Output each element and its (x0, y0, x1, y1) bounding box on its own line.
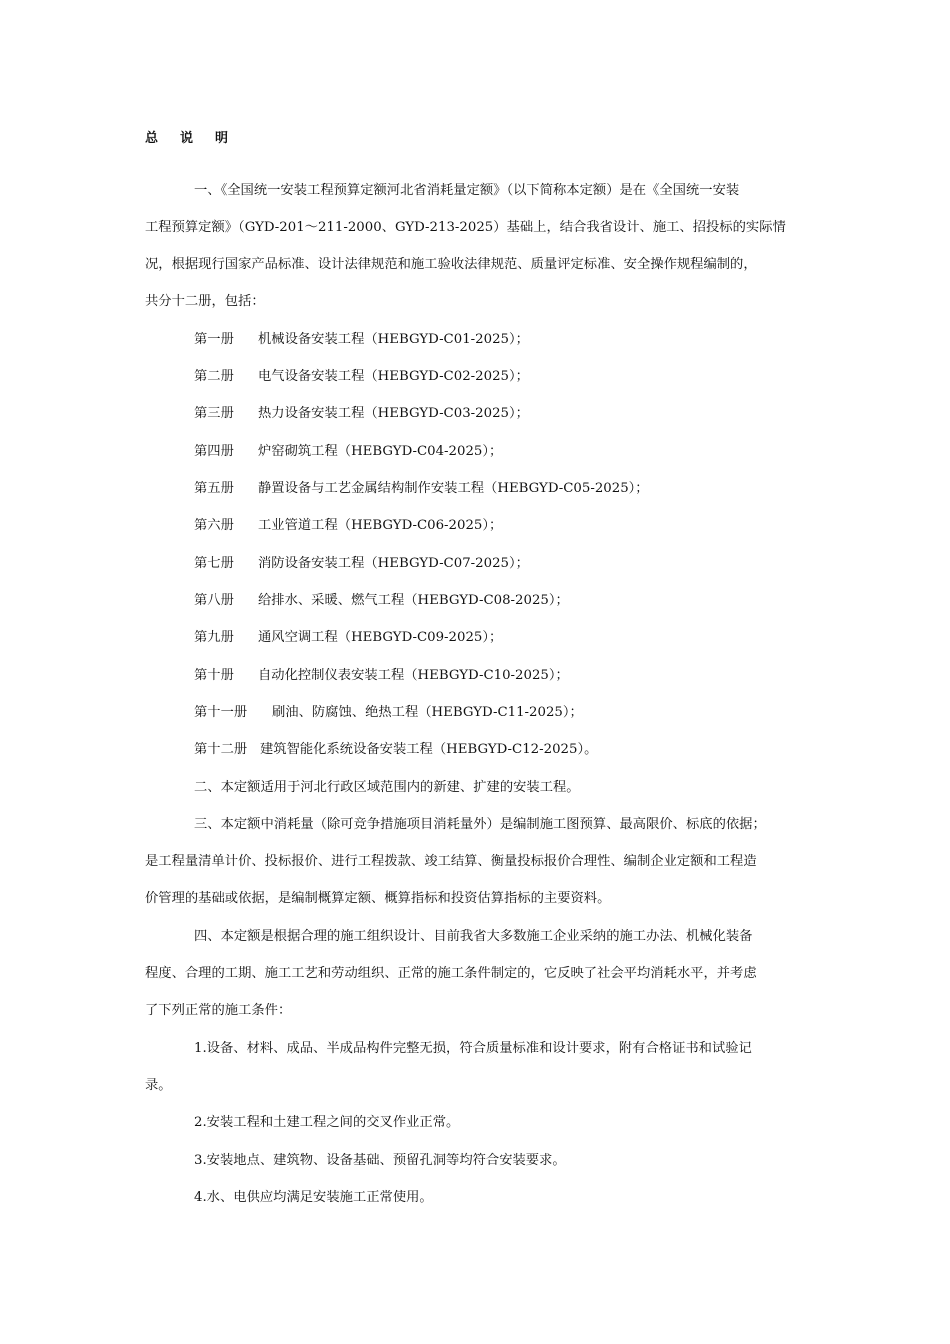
volume-name: 工业管道工程（HEBGYD-C06-2025）； (258, 518, 503, 533)
volume-item (194, 555, 529, 573)
volume-item (194, 368, 529, 386)
volume-number: 第一册 (194, 332, 234, 347)
volume-number: 第八册 (194, 593, 234, 608)
volume-item (194, 741, 597, 759)
volume-number: 第五册 (194, 481, 234, 496)
para4-line1: 四、本定额是根据合理的施工组织设计、目前我省大多数施工企业采纳的施工办法、机械化装备 (194, 929, 753, 944)
volume-item (194, 405, 529, 423)
title-char-2: 说 (180, 131, 194, 146)
volume-item (194, 517, 502, 535)
volume-number: 第十册 (194, 668, 234, 683)
volume-name: 热力设备安装工程（HEBGYD-C03-2025）； (258, 406, 529, 421)
volume-item (194, 667, 569, 685)
para1-line2: 工程预算定额》（GYD-201～211-2000、GYD-213-2025）基础上，结合我省设计、施工、招投标的实际情 (145, 220, 786, 235)
volume-name: 炉窑砌筑工程（HEBGYD-C04-2025）； (258, 444, 503, 459)
condition-1-line1: 1.设备、材料、成品、半成品构件完整无损，符合质量标准和设计要求，附有合格证书和试验记 (194, 1041, 752, 1056)
volume-item (194, 704, 583, 722)
title-char-3: 明 (215, 131, 229, 146)
condition-2: 2.安装工程和土建工程之间的交叉作业正常。 (194, 1115, 460, 1130)
para3-line3: 价管理的基础或依据，是编制概算定额、概算指标和投资估算指标的主要资料。 (145, 891, 611, 906)
volume-number: 第三册 (194, 406, 234, 421)
volume-name: 自动化控制仪表安装工程（HEBGYD-C10-2025）； (258, 668, 569, 683)
para2: 二、本定额适用于河北行政区域范围内的新建、扩建的安装工程。 (194, 780, 580, 795)
para1-line3: 况，根据现行国家产品标准、设计法律规范和施工验收法律规范、质量评定标准、安全操作规程编制的， (145, 257, 757, 272)
volume-name: 刷油、防腐蚀、绝热工程（HEBGYD-C11-2025）； (272, 705, 583, 720)
volume-name: 通风空调工程（HEBGYD-C09-2025）； (258, 630, 503, 645)
title-char-1: 总 (145, 131, 159, 146)
para3-line2: 是工程量清单计价、投标报价、进行工程拨款、竣工结算、衡量投标报价合理性、编制企业定额和工程造 (145, 854, 757, 869)
para3-line1: 三、本定额中消耗量（除可竞争措施项目消耗量外）是编制施工图预算、最高限价、标底的依据； (194, 817, 766, 832)
volume-item (194, 629, 502, 647)
condition-4: 4.水、电供应均满足安装施工正常使用。 (194, 1190, 433, 1205)
volume-name: 机械设备安装工程（HEBGYD-C01-2025）； (258, 332, 529, 347)
volume-name: 建筑智能化系统设备安装工程（HEBGYD-C12-2025）。 (260, 742, 598, 757)
volume-item (194, 331, 529, 349)
volume-name: 消防设备安装工程（HEBGYD-C07-2025）； (258, 556, 529, 571)
volume-number: 第十二册 (194, 742, 248, 757)
volume-item (194, 592, 569, 610)
para1-line4: 共分十二册，包括： (145, 294, 265, 309)
volume-name: 静置设备与工艺金属结构制作安装工程（HEBGYD-C05-2025）； (258, 481, 649, 496)
volume-item (194, 443, 502, 461)
volume-number: 第九册 (194, 630, 234, 645)
condition-1-line2: 录。 (145, 1078, 172, 1093)
volume-number: 第七册 (194, 556, 234, 571)
volume-number: 第二册 (194, 369, 234, 384)
condition-3: 3.安装地点、建筑物、设备基础、预留孔洞等均符合安装要求。 (194, 1153, 566, 1168)
volume-number: 第四册 (194, 444, 234, 459)
page-title (145, 127, 250, 146)
volume-name: 电气设备安装工程（HEBGYD-C02-2025）； (258, 369, 529, 384)
volume-name: 给排水、采暖、燃气工程（HEBGYD-C08-2025）； (258, 593, 569, 608)
volume-number: 第六册 (194, 518, 234, 533)
volume-item (194, 480, 649, 498)
para4-line2: 程度、合理的工期、施工工艺和劳动组织、正常的施工条件制定的，它反映了社会平均消耗水平，并考虑 (145, 966, 757, 981)
para4-line3: 了下列正常的施工条件： (145, 1003, 292, 1018)
para1-line1: 一、《全国统一安装工程预算定额河北省消耗量定额》（以下简称本定额）是在《全国统一安装 (194, 183, 740, 198)
volume-number: 第十一册 (194, 705, 248, 720)
